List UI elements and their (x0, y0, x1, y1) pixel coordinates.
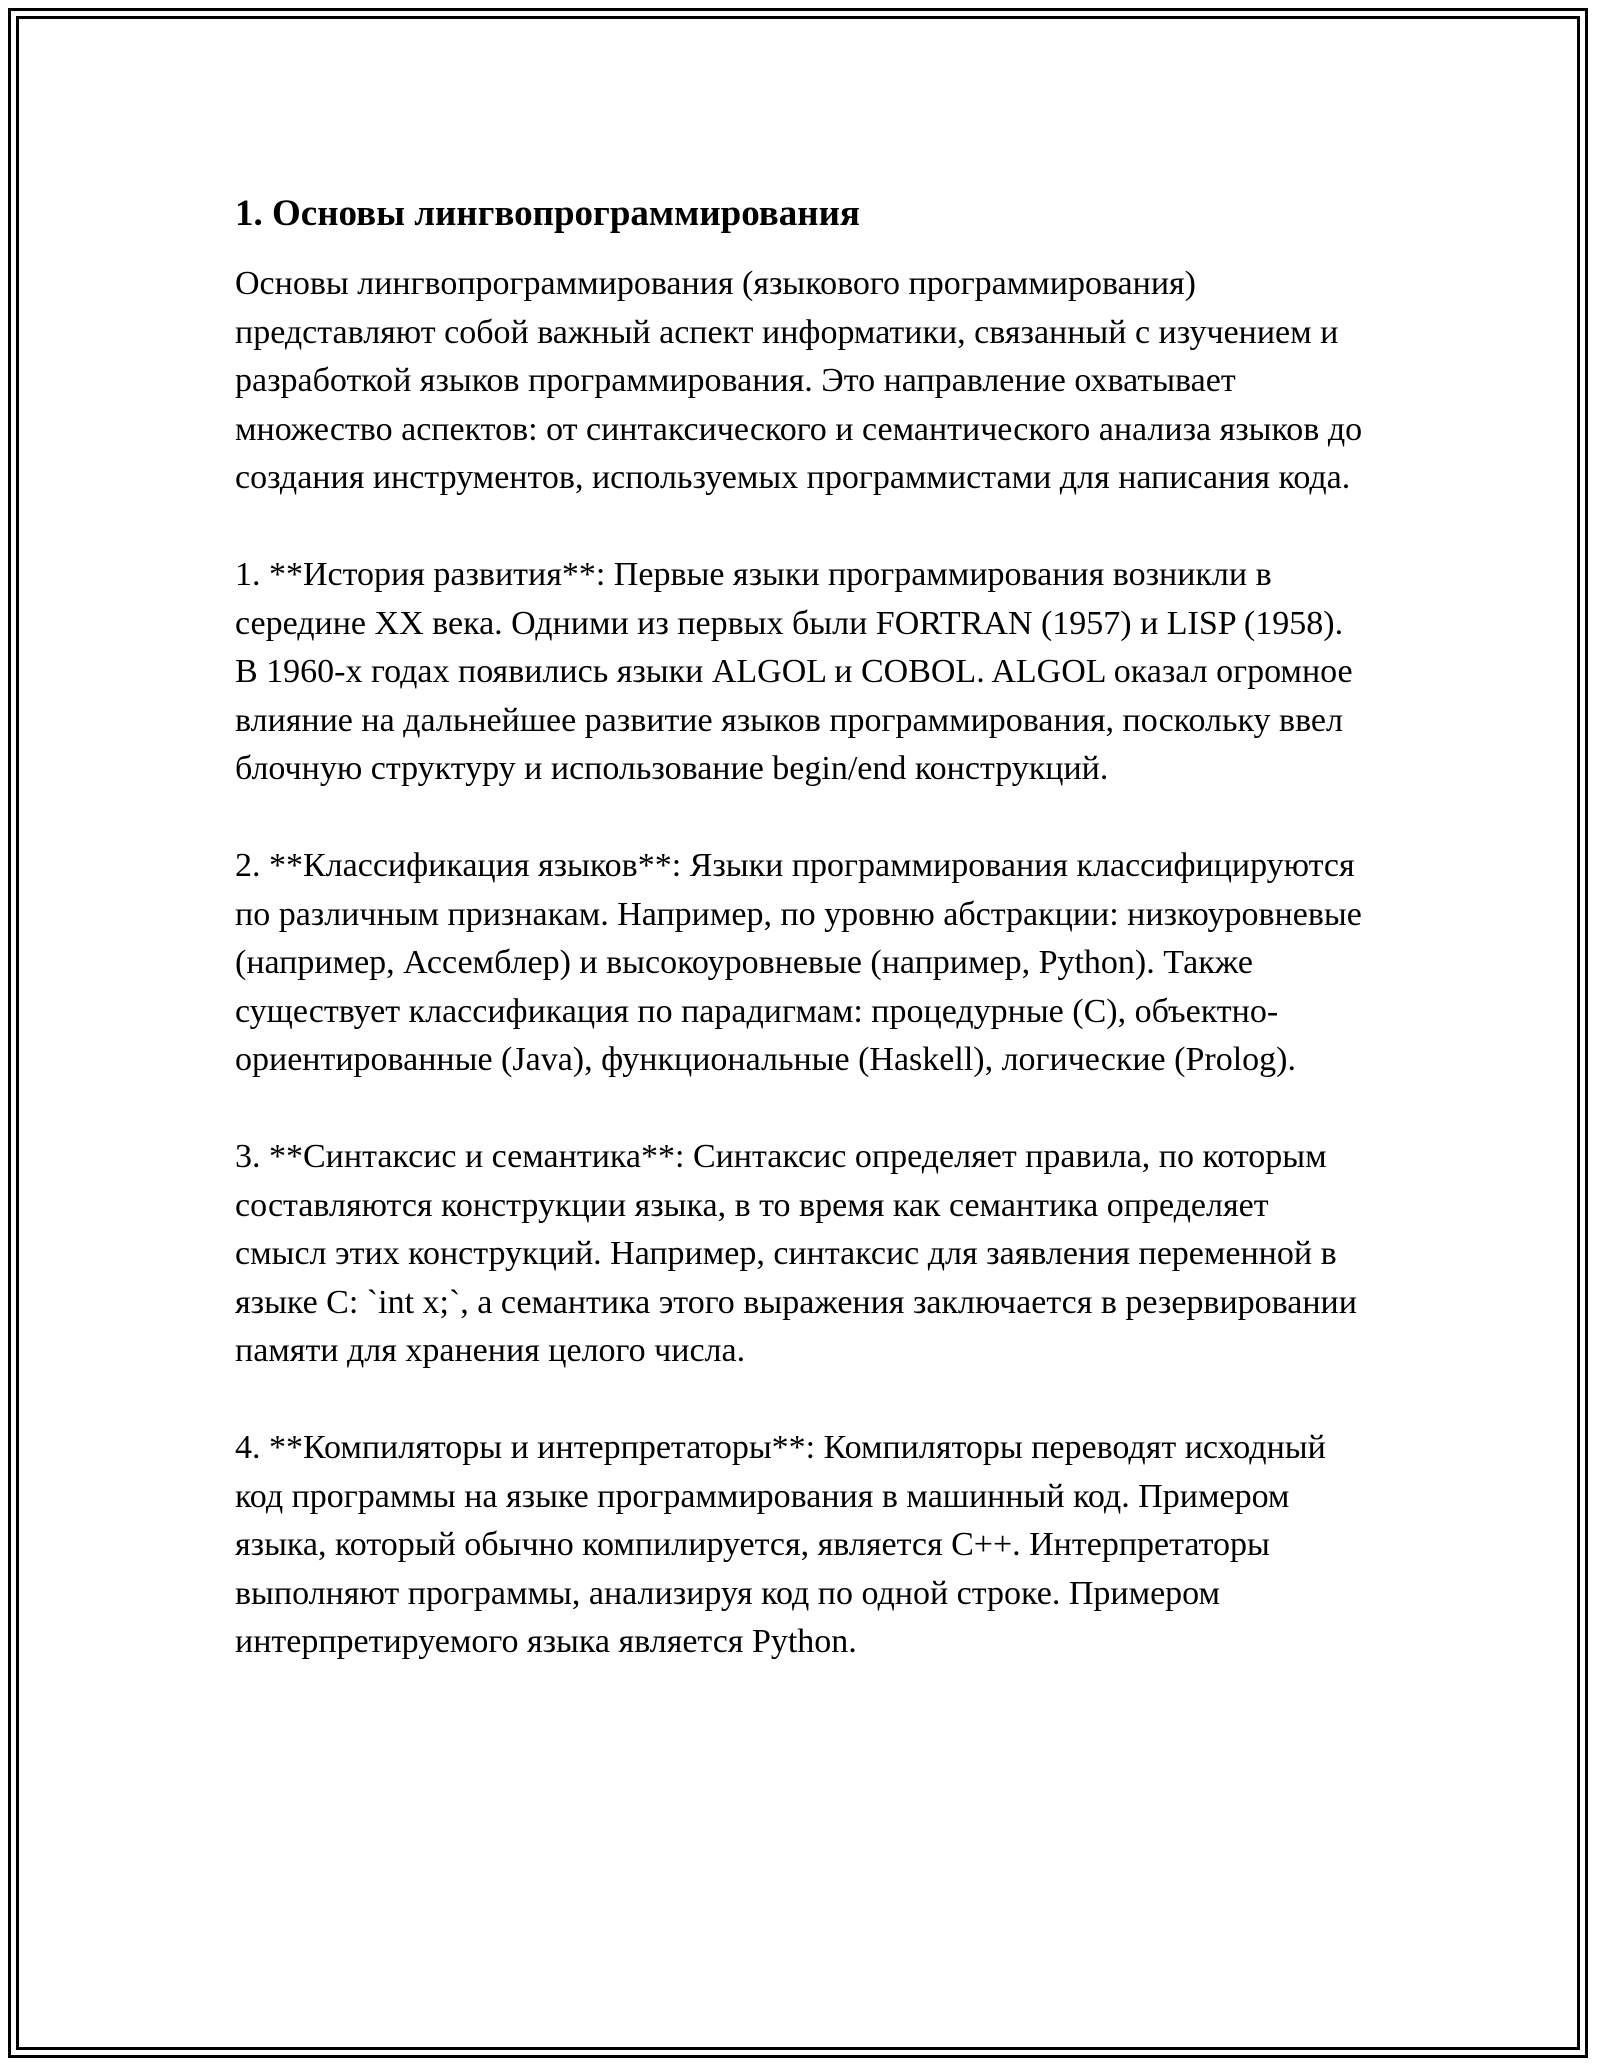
paragraph-compilers: 4. **Компиляторы и интерпретаторы**: Компиляторы переводят исходный код программы на языке программирования в машинный код. Примером языка, который обычно компилируется, является C++. Интерпретаторы выполняют программы, анализируя код по одной строке. Примером интерпретируемого языка является Python. (235, 1429, 1326, 1660)
paragraph-history: 1. **История развития**: Первые языки программирования возникли в середине XX века. Одними из первых были FORTRAN (1957) и LISP (1958). В 1960-х годах появились языки ALGOL и COBOL. ALGOL оказал огромное влияние на дальнейшее развитие языков программирования, поскольку ввел блочную структуру и использование begin/end конструкций. (235, 556, 1353, 787)
document-body (235, 188, 1365, 1715)
paragraph-classification: 2. **Классификация языков**: Языки программирования классифицируются по различным признакам. Например, по уровню абстракции: низкоуровневые (например, Ассемблер) и высокоуровневые (например, Python). Также существует классификация по парадигмам: процедурные (C), объектно-ориентированные (Java), функциональные (Haskell), логические (Prolog). (235, 847, 1362, 1078)
page-title: 1. Основы лингвопрограммирования (235, 193, 860, 234)
paragraph-intro: Основы лингвопрограммирования (языкового программирования) представляют собой важный аспект информатики, связанный с изучением и разработкой языков программирования. Это направление охватывает множество аспектов: от синтаксического и семантического анализа языков до создания инструментов, используемых программистами для написания кода. (235, 265, 1363, 496)
paragraph-syntax-semantics: 3. **Синтаксис и семантика**: Синтаксис определяет правила, по которым составляются конструкции языка, в то время как семантика определяет смысл этих конструкций. Например, синтаксис для заявления переменной в языке C: `int x;`, а семантика этого выражения заключается в резервировании памяти для хранения целого числа. (235, 1138, 1357, 1369)
